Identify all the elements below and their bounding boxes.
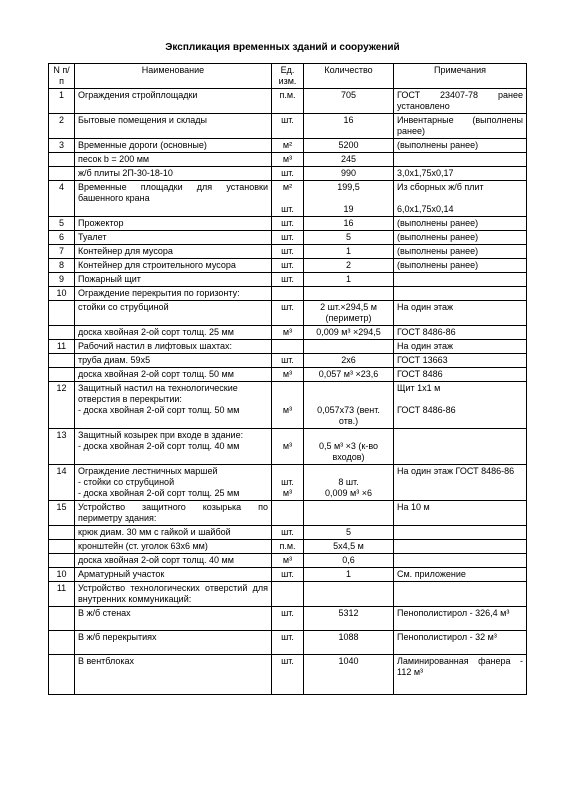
row-num — [49, 554, 75, 568]
row-note: Инвентарные (выполнены ранее) — [394, 114, 527, 139]
row-qty: 0,009 м³ ×294,5 — [304, 326, 394, 340]
table-row — [49, 181, 527, 217]
row-num: 1 — [49, 89, 75, 114]
row-unit: м³ — [272, 153, 304, 167]
row-unit-line: м³ — [282, 488, 293, 498]
row-name — [75, 382, 272, 429]
row-note: На 10 м — [394, 501, 527, 526]
row-name: Ограждения стройплощадки — [75, 89, 272, 114]
row-note: Пенополистирол - 326,4 м³ — [394, 607, 527, 631]
row-unit-line: шт. — [281, 477, 294, 487]
row-note: (выполнены ранее) — [394, 231, 527, 245]
row-num: 13 — [49, 429, 75, 465]
row-note-line: Из сборных ж/б плит — [397, 182, 484, 192]
row-name-line: - доска хвойная 2-ой сорт толщ. 40 мм — [78, 441, 240, 451]
row-note: ГОСТ 8486-86 — [394, 326, 527, 340]
table-row — [49, 326, 527, 340]
row-name-line: Защитный козырек при входе в здание: — [78, 430, 244, 440]
row-unit: шт. — [272, 607, 304, 631]
row-name: В вентблоках — [75, 655, 272, 695]
table-row — [49, 554, 527, 568]
table-row — [49, 245, 527, 259]
table-row — [49, 631, 527, 655]
row-qty — [304, 382, 394, 429]
row-note: (выполнены ранее) — [394, 259, 527, 273]
row-qty — [304, 501, 394, 526]
row-unit — [272, 287, 304, 301]
row-note: На один этаж ГОСТ 8486-86 — [394, 465, 527, 501]
row-qty-line: 0,009 м³ ×6 — [325, 488, 372, 498]
row-qty — [304, 465, 394, 501]
row-qty: 0,6 — [304, 554, 394, 568]
row-num: 5 — [49, 217, 75, 231]
row-num — [49, 631, 75, 655]
row-num: 14 — [49, 465, 75, 501]
row-num: 7 — [49, 245, 75, 259]
row-note — [394, 153, 527, 167]
row-note: (выполнены ранее) — [394, 139, 527, 153]
row-num: 3 — [49, 139, 75, 153]
row-name: Пожарный щит — [75, 273, 272, 287]
table-row — [49, 465, 527, 501]
row-num — [49, 540, 75, 554]
table-row — [49, 501, 527, 526]
header-num: N п/п — [49, 64, 75, 89]
row-note: (выполнены ранее) — [394, 245, 527, 259]
row-num — [49, 153, 75, 167]
row-unit: шт. — [272, 114, 304, 139]
row-qty: 1088 — [304, 631, 394, 655]
row-name: Арматурный участок — [75, 568, 272, 582]
row-name: В ж/б стенах — [75, 607, 272, 631]
row-unit — [272, 340, 304, 354]
row-name: доска хвойная 2-ой сорт толщ. 25 мм — [75, 326, 272, 340]
row-note — [394, 526, 527, 540]
row-unit: шт. — [272, 631, 304, 655]
row-note: (выполнены ранее) — [394, 217, 527, 231]
row-note — [394, 382, 527, 429]
row-num: 12 — [49, 382, 75, 429]
row-name: Туалет — [75, 231, 272, 245]
table-row — [49, 259, 527, 273]
row-note: ГОСТ 23407-78 ранее установлено — [394, 89, 527, 114]
row-num — [49, 326, 75, 340]
row-qty: 1040 — [304, 655, 394, 695]
row-name: доска хвойная 2-ой сорт толщ. 40 мм — [75, 554, 272, 568]
table-row — [49, 354, 527, 368]
row-qty-line: 0,5 м³ ×3 (к-во входов) — [318, 441, 379, 462]
table-row — [49, 273, 527, 287]
row-name: Бытовые помещения и склады — [75, 114, 272, 139]
table-row — [49, 429, 527, 465]
row-num — [49, 526, 75, 540]
row-note-line: ГОСТ 8486-86 — [397, 405, 456, 415]
table-row — [49, 153, 527, 167]
row-qty: 5 — [304, 231, 394, 245]
row-name: Устройство защитного козырька по периметру здания: — [75, 501, 272, 526]
row-name: Устройство технологических отверстий для внутренних коммуникаций: — [75, 582, 272, 607]
row-qty-line: 199,5 — [337, 182, 360, 192]
row-unit: шт. — [272, 655, 304, 695]
row-qty: 5312 — [304, 607, 394, 631]
header-qty: Количество — [304, 64, 394, 89]
row-name: Прожектор — [75, 217, 272, 231]
row-qty: 705 — [304, 89, 394, 114]
row-qty — [304, 181, 394, 217]
row-unit: м³ — [272, 368, 304, 382]
row-name: ж/б плиты 2П-30-18-10 — [75, 167, 272, 181]
table-row — [49, 655, 527, 695]
row-qty — [304, 340, 394, 354]
row-qty: 1 — [304, 568, 394, 582]
row-qty: 16 — [304, 114, 394, 139]
row-unit: шт. — [272, 354, 304, 368]
row-note-line: 6,0х1,75х0,14 — [397, 204, 454, 214]
table-header-row — [49, 64, 527, 89]
row-name: Контейнер для строительного мусора — [75, 259, 272, 273]
row-qty: 245 — [304, 153, 394, 167]
row-name-line: Защитный настил на технологические отверстия в перекрытии: — [78, 383, 238, 404]
row-unit — [272, 382, 304, 429]
table-row — [49, 368, 527, 382]
row-name: Ограждение перекрытия по горизонту: — [75, 287, 272, 301]
row-unit: шт. — [272, 273, 304, 287]
table-row — [49, 568, 527, 582]
row-name: стойки со струбциной — [75, 301, 272, 326]
row-num: 15 — [49, 501, 75, 526]
row-unit-line: м³ — [282, 441, 293, 451]
row-unit-line: шт. — [281, 204, 294, 214]
row-num: 10 — [49, 568, 75, 582]
row-unit — [272, 429, 304, 465]
row-name-line: - доска хвойная 2-ой сорт толщ. 50 мм — [78, 405, 240, 415]
row-num: 4 — [49, 181, 75, 217]
row-num — [49, 167, 75, 181]
row-unit — [272, 181, 304, 217]
row-note-line: Щит 1х1 м — [397, 383, 441, 393]
row-name — [75, 465, 272, 501]
table-row — [49, 607, 527, 631]
explication-table — [48, 63, 527, 695]
row-unit-line: м³ — [282, 405, 293, 415]
row-note — [394, 273, 527, 287]
row-unit-line: м² — [282, 182, 293, 192]
table-row — [49, 382, 527, 429]
row-qty: 2 шт.×294,5 м (периметр) — [304, 301, 394, 326]
row-num: 6 — [49, 231, 75, 245]
row-note: ГОСТ 8486 — [394, 368, 527, 382]
table-row — [49, 231, 527, 245]
row-note — [394, 181, 527, 217]
row-qty: 16 — [304, 217, 394, 231]
row-note: Пенополистирол - 32 м³ — [394, 631, 527, 655]
row-unit: м³ — [272, 326, 304, 340]
table-row — [49, 540, 527, 554]
row-unit: шт. — [272, 568, 304, 582]
row-qty-line: 0,057х73 (вент. отв.) — [317, 405, 380, 426]
row-num: 2 — [49, 114, 75, 139]
row-unit: м² — [272, 139, 304, 153]
row-note — [394, 582, 527, 607]
row-qty: 990 — [304, 167, 394, 181]
row-unit: п.м. — [272, 540, 304, 554]
row-num — [49, 354, 75, 368]
row-num: 8 — [49, 259, 75, 273]
row-name-line: - стойки со струбциной — [78, 477, 175, 487]
row-qty: 5 — [304, 526, 394, 540]
row-note: ГОСТ 13663 — [394, 354, 527, 368]
table-row — [49, 301, 527, 326]
header-note: Примечания — [394, 64, 527, 89]
row-unit: шт. — [272, 526, 304, 540]
header-name: Наименование — [75, 64, 272, 89]
row-qty: 2х6 — [304, 354, 394, 368]
row-name: кронштейн (ст. уголок 63х6 мм) — [75, 540, 272, 554]
table-row — [49, 287, 527, 301]
row-unit: шт. — [272, 259, 304, 273]
row-qty — [304, 582, 394, 607]
row-qty: 1 — [304, 273, 394, 287]
row-qty-line: 19 — [343, 204, 354, 214]
row-qty — [304, 429, 394, 465]
table-row — [49, 139, 527, 153]
table-row — [49, 167, 527, 181]
row-unit — [272, 501, 304, 526]
row-qty — [304, 287, 394, 301]
row-unit: п.м. — [272, 89, 304, 114]
row-note — [394, 429, 527, 465]
row-note: 3,0х1,75х0,17 — [394, 167, 527, 181]
row-unit: шт. — [272, 245, 304, 259]
row-name: Временные дороги (основные) — [75, 139, 272, 153]
row-name — [75, 429, 272, 465]
row-note: На один этаж — [394, 340, 527, 354]
row-num: 10 — [49, 287, 75, 301]
table-row — [49, 114, 527, 139]
row-qty: 1 — [304, 245, 394, 259]
row-name: Рабочий настил в лифтовых шахтах: — [75, 340, 272, 354]
row-name: В ж/б перекрытиях — [75, 631, 272, 655]
row-note — [394, 287, 527, 301]
row-num — [49, 301, 75, 326]
row-unit: шт. — [272, 231, 304, 245]
row-qty: 5200 — [304, 139, 394, 153]
row-unit — [272, 582, 304, 607]
page-title: Экспликация временных зданий и сооружений — [165, 42, 400, 53]
row-unit: шт. — [272, 167, 304, 181]
row-qty: 5х4,5 м — [304, 540, 394, 554]
row-name: Контейнер для мусора — [75, 245, 272, 259]
row-name: труба диам. 59х5 — [75, 354, 272, 368]
header-unit: Ед. изм. — [272, 64, 304, 89]
row-name-line: - доска хвойная 2-ой сорт толщ. 25 мм — [78, 488, 240, 498]
row-qty: 2 — [304, 259, 394, 273]
row-num: 11 — [49, 340, 75, 354]
row-qty: 0,057 м³ ×23,6 — [304, 368, 394, 382]
row-name-line: Ограждение лестничных маршей — [78, 466, 218, 476]
row-unit: м³ — [272, 554, 304, 568]
row-num: 9 — [49, 273, 75, 287]
row-note: На один этаж — [394, 301, 527, 326]
row-unit — [272, 465, 304, 501]
row-unit: шт. — [272, 217, 304, 231]
row-note — [394, 540, 527, 554]
row-name: доска хвойная 2-ой сорт толщ. 50 мм — [75, 368, 272, 382]
row-name: крюк диам. 30 мм с гайкой и шайбой — [75, 526, 272, 540]
table-row — [49, 340, 527, 354]
row-num: 11 — [49, 582, 75, 607]
table-row — [49, 217, 527, 231]
table-row — [49, 582, 527, 607]
row-note: См. приложение — [394, 568, 527, 582]
row-num — [49, 607, 75, 631]
table-row — [49, 89, 527, 114]
row-num — [49, 655, 75, 695]
row-note: Ламинированная фанера - 112 м³ — [394, 655, 527, 695]
row-name: песок b = 200 мм — [75, 153, 272, 167]
row-qty-line: 8 шт. — [338, 477, 359, 487]
table-row — [49, 526, 527, 540]
row-num — [49, 368, 75, 382]
row-note — [394, 554, 527, 568]
row-name: Временные площадки для установки башенного крана — [75, 181, 272, 217]
row-unit: шт. — [272, 301, 304, 326]
